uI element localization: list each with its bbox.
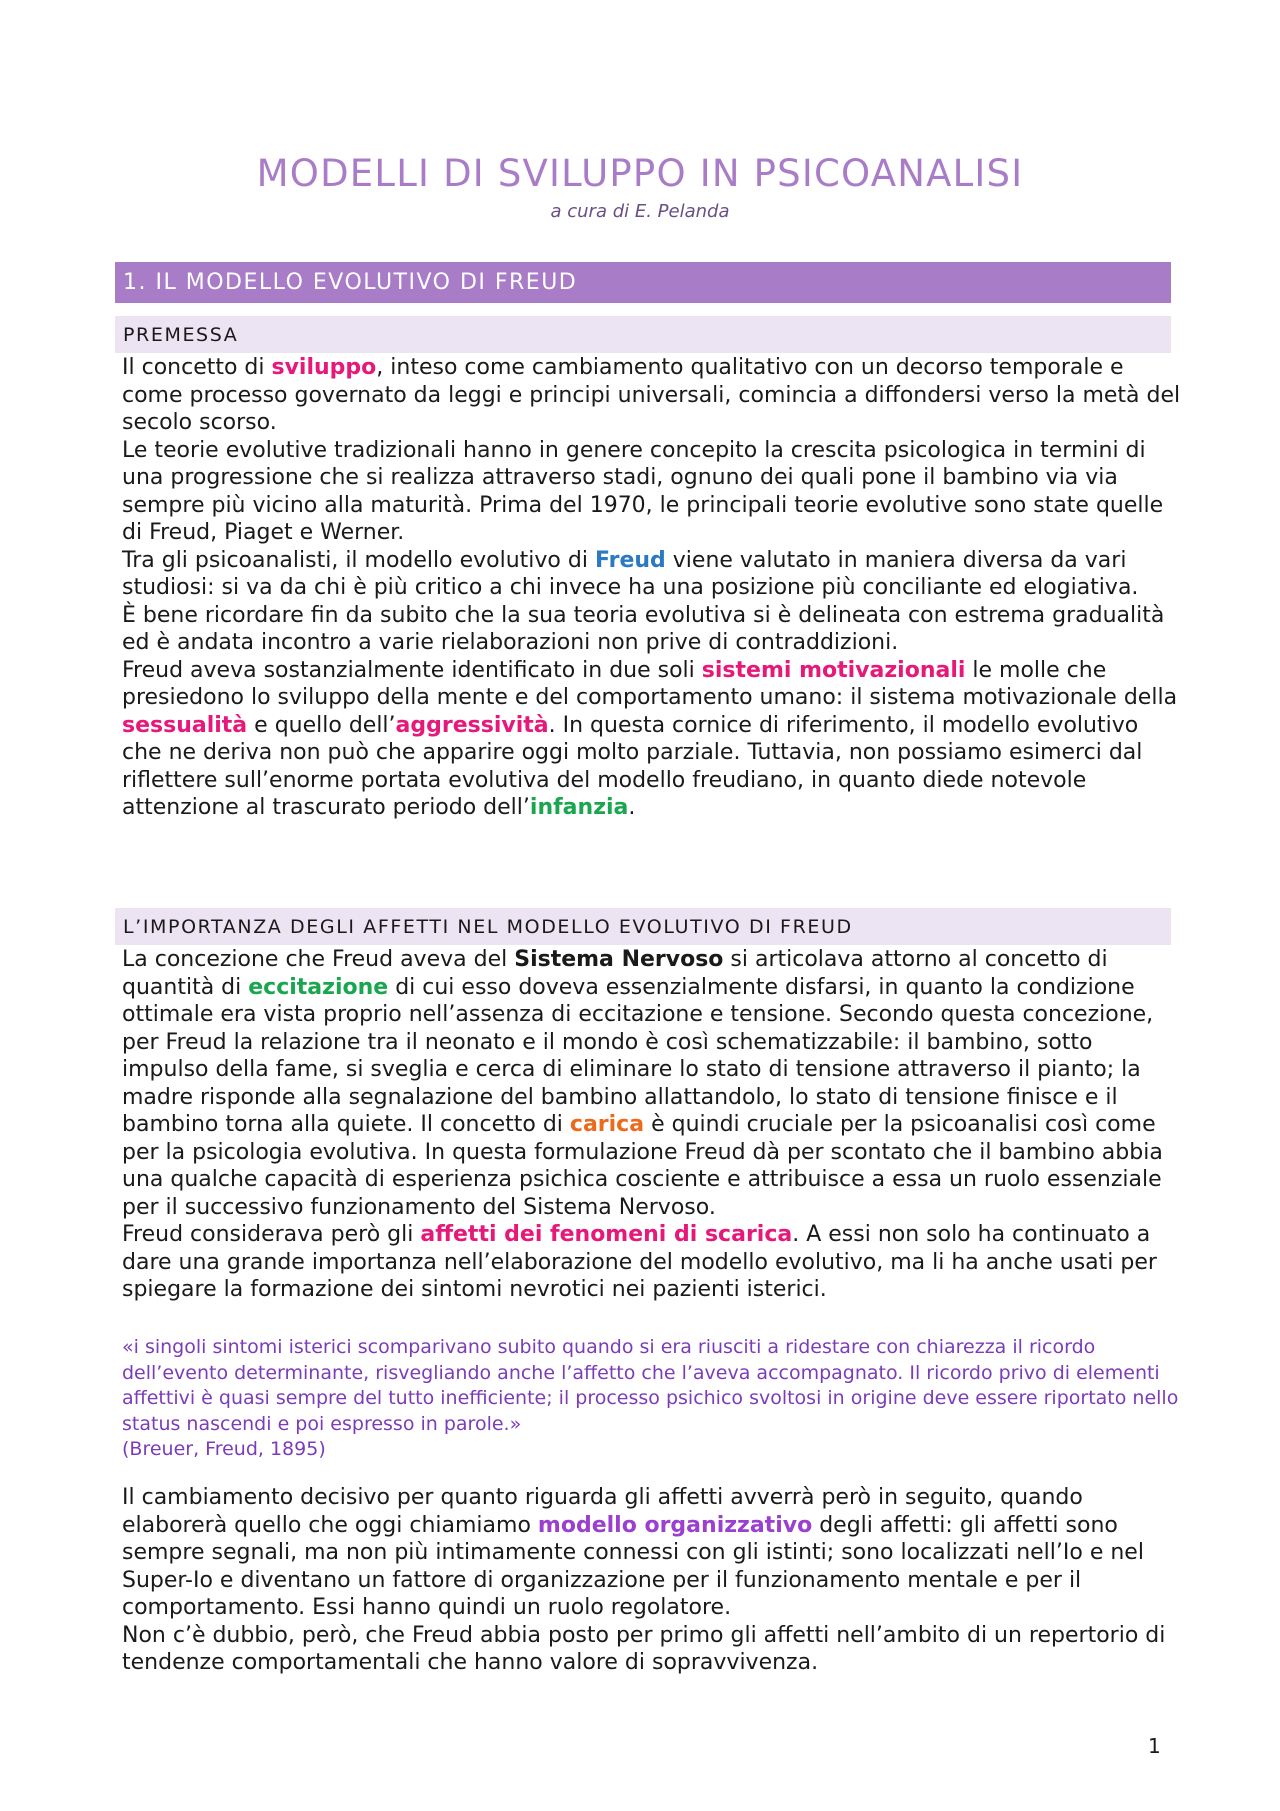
affetti-paragraph-3: Il cambiamento decisivo per quanto riguarda gli affetti avverrà però in seguito, quando elaborerà quello che oggi chiamiamo modello organizzativo degli affetti: gli affetti sono sempre segnali, ma non più intimamente connessi con gli istinti; sono localizzati nell’Io e nel Super-Io e diventano un fattore di organizzazione per il funzionamento mentale e per il comportamento. Essi hanno quindi un ruolo regolatore. (122, 1485, 1144, 1620)
freud-quote (122, 1335, 1184, 1463)
affetti-body (122, 946, 1184, 1304)
quote-citation: (Breuer, Freud, 1895) (122, 1438, 326, 1460)
premessa-paragraph-3: Tra gli psicoanalisti, il modello evolutivo di Freud viene valutato in maniera diversa da vari studiosi: si va da chi è più critico a chi invece ha una posizione più conciliante ed elogiativa. (122, 547, 1139, 600)
keyword-aggressivita: aggressività (395, 712, 549, 738)
keyword-sistemi-motivazionali: sistemi motivazionali (701, 657, 966, 683)
keyword-sviluppo: sviluppo (271, 355, 377, 380)
premessa-paragraph-5: Freud aveva sostanzialmente identificato in due soli sistemi motivazionali le molle che presiedono lo sviluppo della mente e del comportamento umano: il sistema motivazionale della sessualità e quello dell’aggressività. In questa cornice di riferimento, il modello evolutivo che ne deriva non può che apparire oggi molto parziale. Tuttavia, non possiamo esimerci dal riflettere sull’enorme portata evolutiva del modello freudiano, in quanto diede notevole attenzione al trascurato periodo dell’infanzia. (122, 657, 1178, 820)
affetti-paragraph-1: La concezione che Freud aveva del Sistema Nervoso si articolava attorno al concetto di quantità di eccitazione di cui esso doveva essenzialmente disfarsi, in quanto la condizione ottimale era vista proprio nell’assenza di eccitazione e tensione. Secondo questa concezione, per Freud la relazione tra il neonato e il mondo è così schematizzabile: il bambino, sotto impulso della fame, si sveglia e cerca di eliminare lo stato di tensione attraverso il pianto; la madre risponde alla segnalazione del bambino allattandolo, lo stato di tensione finisce e il bambino torna alla quiete. Il concetto di carica è quindi cruciale per la psicoanalisi così come per la psicologia evolutiva. In questa formulazione Freud dà per scontato che il bambino abbia una qualche capacità di esperienza psichica cosciente e attribuisce a essa un ruolo essenziale per il successivo funzionamento del Sistema Nervoso. (122, 947, 1163, 1220)
keyword-eccitazione: eccitazione (248, 974, 389, 1000)
page-number: 1 (1148, 1734, 1161, 1758)
document-subtitle: a cura di E. Pelanda (550, 201, 730, 222)
premessa-body (122, 354, 1184, 822)
affetti-paragraph-4: Non c’è dubbio, però, che Freud abbia posto per primo gli affetti nell’ambito di un repertorio di tendenze comportamentali che hanno valore di sopravvivenza. (122, 1622, 1166, 1675)
subsection-heading-affetti: L’IMPORTANZA DEGLI AFFETTI NEL MODELLO EVOLUTIVO DI FREUD (115, 908, 1171, 945)
subsection-heading-premessa: PREMESSA (115, 316, 1171, 353)
keyword-carica: carica (569, 1112, 645, 1137)
keyword-sessualita: sessualità (122, 712, 248, 738)
keyword-infanzia: infanzia (529, 795, 629, 820)
premessa-paragraph-2: Le teorie evolutive tradizionali hanno in genere concepito la crescita psicologica in termini di una progressione che si realizza attraverso stadi, ognuno dei quali pone il bambino via via sempre più vicino alla maturità. Prima del 1970, le principali teorie evolutive sono state quelle di Freud, Piaget e Werner. (122, 437, 1164, 545)
premessa-paragraph-1: Il concetto di sviluppo, inteso come cambiamento qualitativo con un decorso temporale e come processo governato da leggi e principi universali, comincia a diffondersi verso la metà del secolo scorso. (122, 355, 1181, 435)
keyword-sistema-nervoso: Sistema Nervoso (514, 947, 724, 972)
section-heading: 1. IL MODELLO EVOLUTIVO DI FREUD (115, 262, 1171, 303)
keyword-affetti-scarica: affetti dei fenomeni di scarica (420, 1222, 793, 1247)
keyword-freud: Freud (594, 547, 666, 573)
premessa-paragraph-4: È bene ricordare fin da subito che la sua teoria evolutiva si è delineata con estrema gradualità ed è andata incontro a varie rielaborazioni non prive di contraddizioni. (122, 602, 1165, 655)
keyword-modello-organizzativo: modello organizzativo (537, 1512, 813, 1538)
affetti-paragraph-2: Freud considerava però gli affetti dei fenomeni di scarica. A essi non solo ha continuato a dare una grande importanza nell’elaborazione del modello evolutivo, ma li ha anche usati per spiegare la formazione dei sintomi nevrotici nei pazienti isterici. (122, 1222, 1157, 1302)
affetti-body-continued (122, 1484, 1184, 1677)
document-title: MODELLI DI SVILUPPO IN PSICOANALISI (256, 152, 1024, 195)
quote-text: «i singoli sintomi isterici scomparivano subito quando si era riusciti a ridestare con chiarezza il ricordo dell’evento determinante, risvegliando anche l’affetto che l’aveva accompagnato. Il ricordo privo di elementi affettivi è quasi sempre del tutto inefficiente; il processo psichico svoltosi in origine deve essere riportato nello status nascendi e poi espresso in parole.» (122, 1336, 1179, 1435)
